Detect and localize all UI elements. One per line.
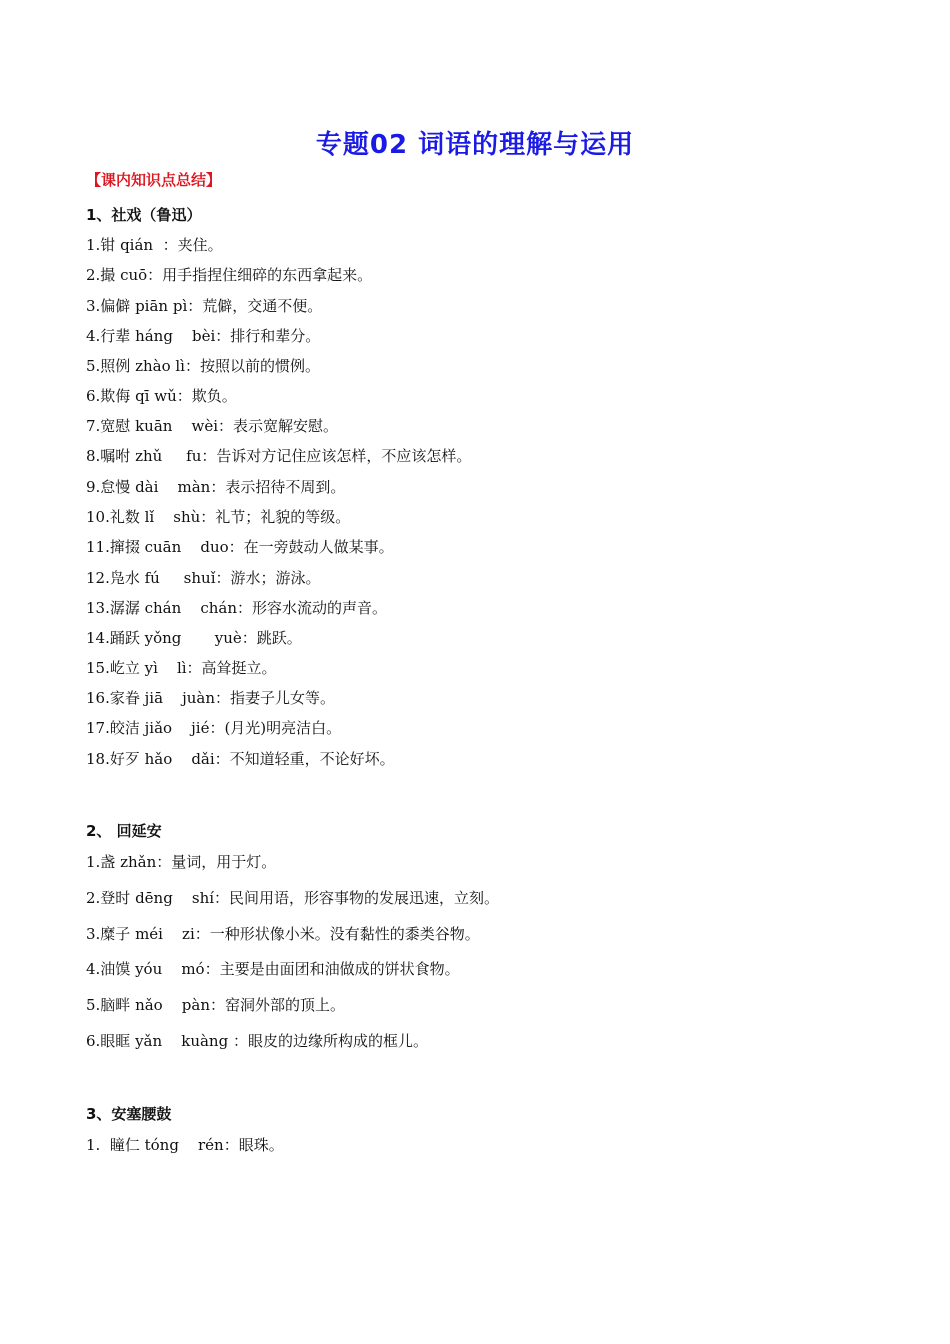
vocab-item: 5.照例 zhào lì：按照以前的惯例。 [86,357,320,375]
vocab-item: 1. 瞳仁 tóng rén：眼珠。 [86,1136,284,1154]
vocab-item: 7.宽慰 kuān wèi：表示宽解安慰。 [86,417,339,435]
vocab-item: 3.糜子 méi zi：一种形状像小米。没有黏性的黍类谷物。 [86,925,480,943]
section-heading-2: 2、 回延安 [86,822,162,840]
vocab-item: 10.礼数 lǐ shù：礼节；礼貌的等级。 [86,508,351,526]
vocab-item: 4.行辈 háng bèi：排行和辈分。 [86,327,321,345]
section-heading-1: 1、社戏（鲁迅） [86,206,202,224]
vocab-item: 11.撺掇 cuān duo：在一旁鼓动人做某事。 [86,538,394,556]
vocab-item: 14.踊跃 yǒng yuè：跳跃。 [86,629,302,647]
section-heading-3: 3、安塞腰鼓 [86,1105,172,1123]
vocab-item: 1.盏 zhǎn：量词，用于灯。 [86,853,277,871]
vocab-item: 8.嘱咐 zhǔ fu：告诉对方记住应该怎样，不应该怎样。 [86,447,472,465]
vocab-item: 3.偏僻 piān pì：荒僻，交通不便。 [86,297,323,315]
vocab-item: 16.家眷 jiā juàn：指妻子儿女等。 [86,689,336,707]
vocab-item: 9.怠慢 dài màn：表示招待不周到。 [86,478,346,496]
vocab-item: 1.钳 qián ：夹住。 [86,236,223,254]
vocab-item: 15.屹立 yì lì：高耸挺立。 [86,659,277,677]
vocab-item: 13.潺潺 chán chán：形容水流动的声音。 [86,599,388,617]
vocab-item: 4.油馍 yóu mó：主要是由面团和油做成的饼状食物。 [86,960,460,978]
vocab-item: 6.欺侮 qī wǔ：欺负。 [86,387,237,405]
vocab-item: 2.撮 cuō：用手指捏住细碎的东西拿起来。 [86,266,373,284]
section-subtitle: 【课内知识点总结】 [86,171,222,189]
vocab-item: 6.眼眶 yǎn kuàng ：眼皮的边缘所构成的框儿。 [86,1032,428,1050]
vocab-item: 5.脑畔 nǎo pàn：窑洞外部的顶上。 [86,996,345,1014]
vocab-item: 18.好歹 hǎo dǎi：不知道轻重，不论好坏。 [86,750,395,768]
vocab-item: 17.皎洁 jiǎo jié：(月光)明亮洁白。 [86,719,342,737]
vocab-item: 12.凫水 fú shuǐ：游水；游泳。 [86,569,321,587]
vocab-item: 2.登时 dēng shí：民间用语，形容事物的发展迅速，立刻。 [86,889,500,907]
page-title: 专题02 词语的理解与运用 [315,130,635,160]
